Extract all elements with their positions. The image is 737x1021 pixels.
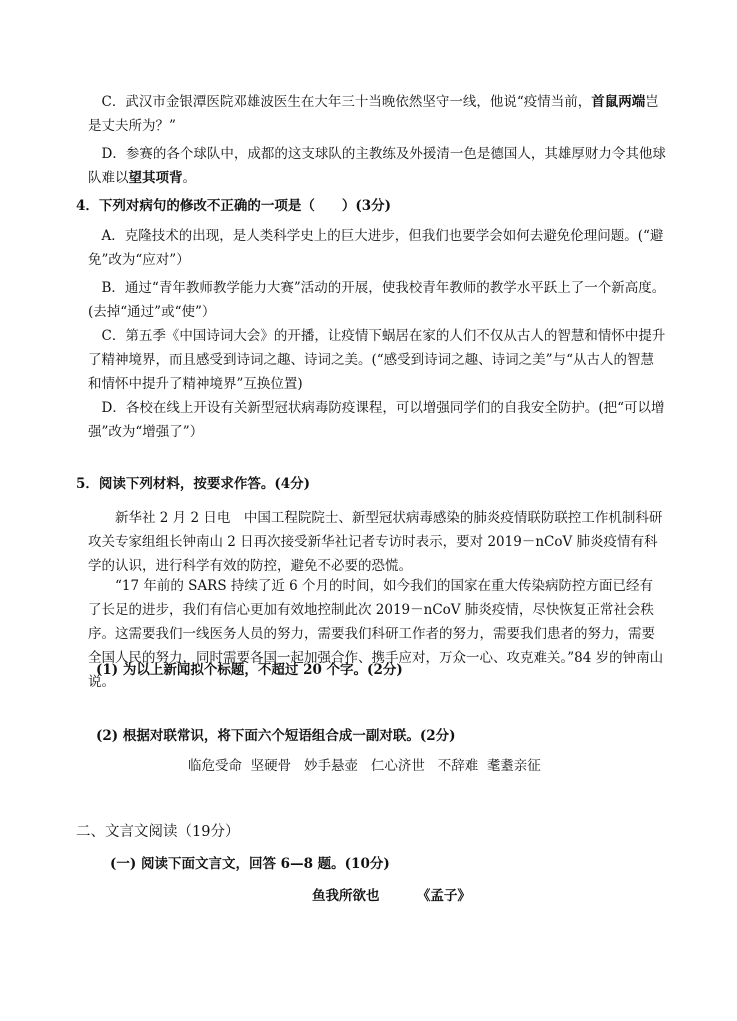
passage-title: 鱼我所欲也 <box>312 888 380 904</box>
couplet-phrase: 妙手悬壶 <box>303 758 358 774</box>
q3-option-c: C．武汉市金银潭医院邓雄波医生在大年三十当晚依然坚守一线，他说“疫情当前，首鼠两端岂是丈夫所为？” <box>88 94 659 134</box>
q4-stem: 4．下列对病句的修改不正确的一项是（ ）(3分) <box>76 198 392 214</box>
couplet-phrase: 耄耋亲征 <box>486 758 541 774</box>
q4-option-b: B．通过“青年教师教学能力大赛”活动的开展，使我校青年教师的教学水平跃上了一个新高度。(去掉“通过”或“使”） <box>88 280 666 320</box>
section-2-sub-instruction: (一) 阅读下面文言文，回答 6—8 题。(10分) <box>110 856 390 872</box>
couplet-phrase: 不辞难 <box>437 758 479 774</box>
q5-sub-question-1: (1) 为以上新闻拟个标题，不超过 20 个字。(2分) <box>96 662 403 678</box>
passage-heading <box>312 884 471 908</box>
q5-sub-question-2: (2) 根据对联常识，将下面六个短语组合成一副对联。(2分) <box>96 728 456 744</box>
q4-option-c: C．第五季《中国诗词大会》的开播，让疫情下蜗居在家的人们不仅从古人的智慧和情怀中提升了精神境界，而且感受到诗词之趣、诗词之美。(“感受到诗词之趣、诗词之美”与“从古人的智慧和情怀中提升了精神境界”互换位置) <box>88 328 666 392</box>
q5-news-paragraph-2: “17 年前的 SARS 持续了近 6 个月的时间，如今我们的国家在重大传染病防控方面已经有了长足的进步，我们有信心更加有效地控制此次 2019－nCoV 肺炎疫情，尽快恢复正常社会秩序。这需要我们一线医务人员的努力，需要我们科研工作者的努力，需要我们患者的努力，需要全国人民的努力，同时需要各国一起加强合作、携手应对，万众一心、攻克难关。”84 岁的钟南山说。 <box>88 578 664 690</box>
couplet-phrases <box>188 754 541 778</box>
passage-author: 《孟子》 <box>416 888 471 904</box>
q5-news-paragraph-1: 新华社 2 月 2 日电 中国工程院院士、新型冠状病毒感染的肺炎疫情联防联控工作机制科研攻关专家组组长钟南山 2 日再次接受新华社记者专访时表示，要对 2019－nCoV 肺炎疫情有科学的认识，进行科学有效的防控，避免不必要的恐慌。 <box>88 510 663 574</box>
couplet-phrase: 坚硬骨 <box>250 758 292 774</box>
couplet-phrase: 临危受命 <box>188 758 242 774</box>
q3-option-c-bold: 首鼠两端 <box>591 94 646 110</box>
q5-stem: 5．阅读下列材料，按要求作答。(4分) <box>76 476 311 492</box>
q4-option-d: D．各校在线上开设有关新型冠状病毒防疫课程，可以增强同学们的自我安全防护。(把“可以增强”改为“增强了”） <box>88 400 665 440</box>
q3-option-d: D．参赛的各个球队中，成都的这支球队的主教练及外援清一色是德国人，其雄厚财力令其他球队难以望其项背。 <box>88 146 666 186</box>
section-2-title: 二、文言文阅读（19分） <box>76 824 240 840</box>
q3-option-d-bold: 望其项背 <box>128 170 183 186</box>
couplet-phrase: 仁心济世 <box>370 758 425 774</box>
q4-option-a: A．克隆技术的出现，是人类科学史上的巨大进步，但我们也要学会如何去避免伦理问题。(“避免”改为“应对”） <box>88 228 664 268</box>
